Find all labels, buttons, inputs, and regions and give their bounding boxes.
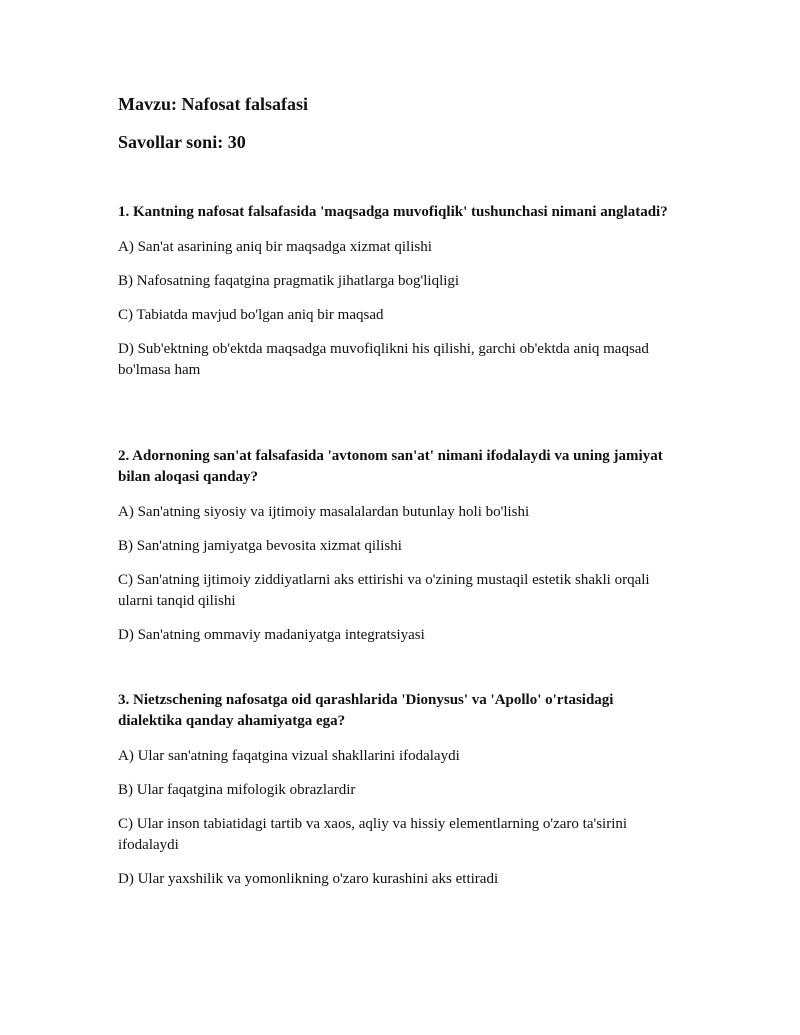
question-text: 3. Nietzschening nafosatga oid qarashlarida 'Dionysus' va 'Apollo' o'rtasidagi dialektika qanday ahamiyatga ega? xyxy=(118,692,614,729)
answer-option-d: D) San'atning ommaviy madaniyatga integratsiyasi xyxy=(118,627,425,643)
question-block-3 xyxy=(118,690,678,903)
answer-option-c: C) Tabiatda mavjud bo'lgan aniq bir maqsad xyxy=(118,307,384,323)
answer-option-c: C) Ular inson tabiatidagi tartib va xaos, aqliy va hissiy elementlarning o'zaro ta'sirini ifodalaydi xyxy=(118,816,628,853)
answer-option-a: A) Ular san'atning faqatgina vizual shakllarini ifodalaydi xyxy=(118,748,460,764)
answer-option-c: C) San'atning ijtimoiy ziddiyatlarni aks ettirishi va o'zining mustaqil estetik shakli orqali ularni tanqid qilishi xyxy=(118,572,650,609)
question-text: 1. Kantning nafosat falsafasida 'maqsadga muvofiqlik' tushunchasi nimani anglatadi? xyxy=(118,204,668,220)
answer-option-d: D) Sub'ektning ob'ektda maqsadga muvofiqlikni his qilishi, garchi ob'ektda aniq maqsad bo'lmasa ham xyxy=(118,341,649,378)
answer-option-b: B) Nafosatning faqatgina pragmatik jihatlarga bog'liqligi xyxy=(118,273,460,289)
topic-heading: Mavzu: Nafosat falsafasi xyxy=(118,94,308,114)
answer-option-b: B) San'atning jamiyatga bevosita xizmat qilishi xyxy=(118,538,402,554)
question-block-1 xyxy=(118,202,678,394)
question-block-2 xyxy=(118,446,678,659)
question-count-heading: Savollar soni: 30 xyxy=(118,132,246,152)
answer-option-b: B) Ular faqatgina mifologik obrazlardir xyxy=(118,782,356,798)
answer-option-d: D) Ular yaxshilik va yomonlikning o'zaro kurashini aks ettiradi xyxy=(118,871,499,887)
answer-option-a: A) San'atning siyosiy va ijtimoiy masalalardan butunlay holi bo'lishi xyxy=(118,504,530,520)
answer-option-a: A) San'at asarining aniq bir maqsadga xizmat qilishi xyxy=(118,239,432,255)
question-text: 2. Adornoning san'at falsafasida 'avtonom san'at' nimani ifodalaydi va uning jamiyat bilan aloqasi qanday? xyxy=(118,448,663,485)
